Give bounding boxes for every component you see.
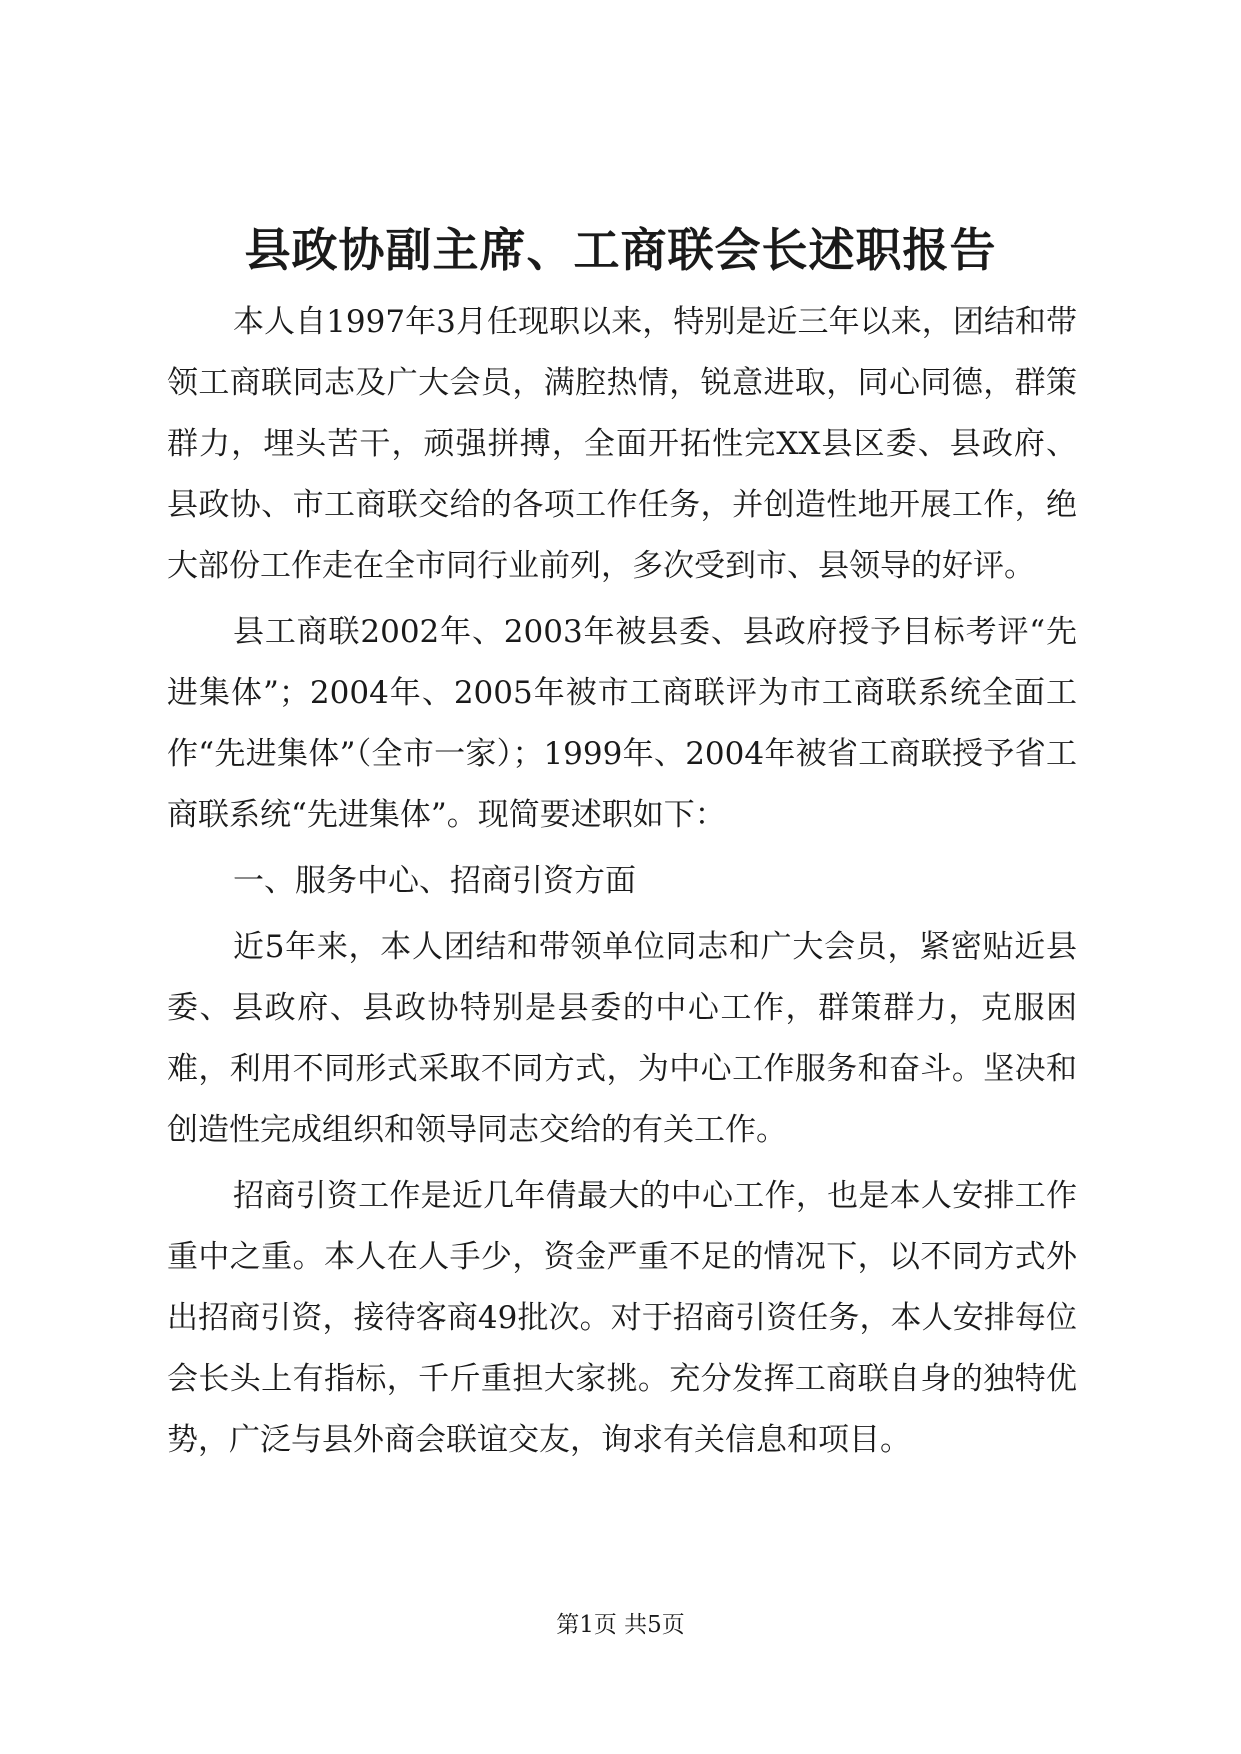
paragraph: 本人自1997年3月任现职以来，特别是近三年以来，团结和带领工商联同志及广大会员，满腔热情，锐意进取，同心同德，群策群力，埋头苦干，顽强拼搏，全面开拓性完XX县区委、县政府、县政协、市工商联交给的各项工作任务，并创造性地开展工作，绝大部份工作走在全市同行业前列，多次受到市、县领导的好评。 bbox=[167, 304, 1077, 584]
paragraph: 近5年来，本人团结和带领单位同志和广大会员，紧密贴近县委、县政府、县政协特别是县委的中心工作，群策群力，克服困难，利用不同形式采取不同方式，为中心工作服务和奋斗。坚决和创造性完成组织和领导同志交给的有关工作。 bbox=[167, 929, 1077, 1148]
document-body bbox=[167, 292, 1077, 1476]
paragraph: 县工商联2002年、2003年被县委、县政府授予目标考评“先进集体”；2004年、2005年被市工商联评为市工商联系统全面工作“先进集体”（全市一家）；1999年、2004年被省工商联授予省工商联系统“先进集体”。现简要述职如下： bbox=[167, 614, 1077, 833]
section-heading: 一、服务中心、招商引资方面 bbox=[233, 863, 636, 899]
page-number-footer: 第1页 共5页 bbox=[556, 1612, 685, 1638]
paragraph: 招商引资工作是近几年倩最大的中心工作，也是本人安排工作重中之重。本人在人手少，资金严重不足的情况下，以不同方式外出招商引资，接待客商49批次。对于招商引资任务，本人安排每位会长头上有指标，千斤重担大家挑。充分发挥工商联自身的独特优势，广泛与县外商会联谊交友，询求有关信息和项目。 bbox=[167, 1178, 1077, 1458]
document-title: 县政协副主席、工商联会长述职报告 bbox=[244, 223, 997, 277]
